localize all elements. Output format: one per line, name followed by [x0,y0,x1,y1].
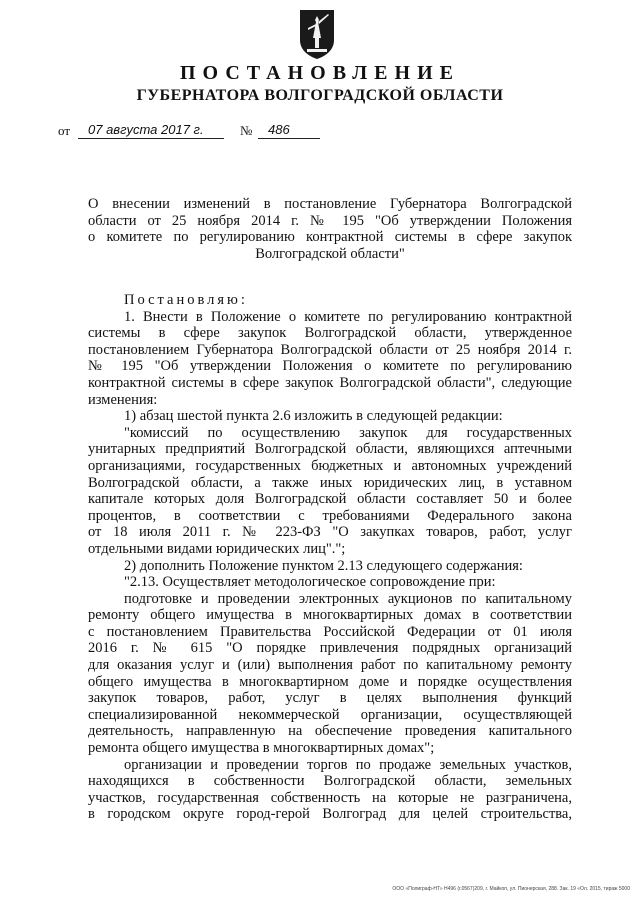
body-line: организациями, государственных бюджетных и автономных учреждений [88,457,572,474]
body-line: 1. Внести в Положение о комитете по регулированию контрактной [124,308,572,325]
body-line: 1) абзац шестой пункта 2.6 изложить в следующей редакции: [124,408,503,425]
body-line: в городском округе город-герой Волгоград для целей строительства, [88,806,572,823]
body-line: специализированной некоммерческой организации, осуществляющей [88,706,572,723]
body-line: Волгоградской области, а также иных юридических лиц, в уставном [88,474,572,491]
document-body [88,292,572,823]
document-heading [88,196,572,262]
body-line: от 18 июля 2011 г. № 223-ФЗ "О закупках товаров, работ, услуг [88,524,572,541]
body-line: унитарных предприятий Волгоградской области, являющихся аптечными [88,441,572,458]
body-line: общего имущества в многоквартирном доме и порядке осуществления [88,673,572,690]
body-line: деятельность, направленную на обеспечение проведения капитального [88,723,572,740]
heading-line: Волгоградской области" [255,245,405,262]
body-line: Постановляю: [124,292,248,308]
body-line: 2016 г. № 615 "О порядке привлечения подрядных организаций [88,640,572,657]
body-line: с постановлением Правительства Российской Федерации от 01 июля [88,623,572,640]
body-line: системы в сфере закупок Волгоградской области, утвержденное [88,325,572,342]
date-field: 07 августа 2017 г. [78,121,224,139]
body-line: постановлением Губернатора Волгоградской области от 25 ноября 2014 г. [88,341,572,358]
body-line: изменения: [88,391,158,408]
document-title: ПОСТАНОВЛЕНИЕ [180,62,460,84]
date-label: от [58,123,71,138]
printer-footer: ООО «Полиграф-НТ» Н496 (г.0567)209, г. Майкоп, ул. Пионерская, 288. Зак. 19 «Ол. 2015, тираж 5000 [392,886,630,892]
body-line: "2.13. Осуществляет методологическое сопровождение при: [124,574,496,591]
body-line: ремонта общего имущества в многоквартирных домах"; [88,740,435,757]
body-line: ремонту общего имущества в многоквартирных домах в соответствии [88,607,572,624]
body-line: закупок товаров, работ, услуг в целях выполнения функций [88,690,572,707]
number-label: № [240,123,253,138]
body-line: № 195 "Об утверждении Положения о комитете по регулированию [88,358,572,375]
body-line: отдельными видами юридических лиц"."; [88,540,346,557]
body-line: процентов, в соответствии с требованиями Федерального закона [88,507,572,524]
body-line: для оказания услуг и (или) выполнения работ по капитальному ремонту [88,657,572,674]
body-line: участков, государственная собственность на которые не разграничена, [88,789,572,806]
heading-line: о комитете по регулированию контрактной системы в сфере закупок [88,229,572,245]
body-line: капитале которых доля Волгоградской области составляет 50 и более [88,491,572,508]
coat-of-arms-emblem [298,8,336,60]
body-line: находящихся в собственности Волгоградской области, земельных [88,773,572,790]
date-number-line [58,121,358,143]
heading-line: О внесении изменений в постановление Губернатора Волгоградской [88,196,572,212]
body-line: подготовке и проведении электронных аукционов по капитальному [124,590,572,607]
body-line: контрактной системы в сфере закупок Волгоградской области", следующие [88,374,572,391]
body-line: "комиссий по осуществлению закупок для государственных [124,424,572,441]
body-line: 2) дополнить Положение пунктом 2.13 следующего содержания: [124,557,523,574]
body-line: организации и проведении торгов по продаже земельных участков, [124,756,572,773]
document-subtitle: ГУБЕРНАТОРА ВОЛГОГРАДСКОЙ ОБЛАСТИ [136,87,504,104]
heading-line: области от 25 ноября 2014 г. № 195 "Об утверждении Положения [88,212,572,229]
number-field: 486 [258,121,320,139]
